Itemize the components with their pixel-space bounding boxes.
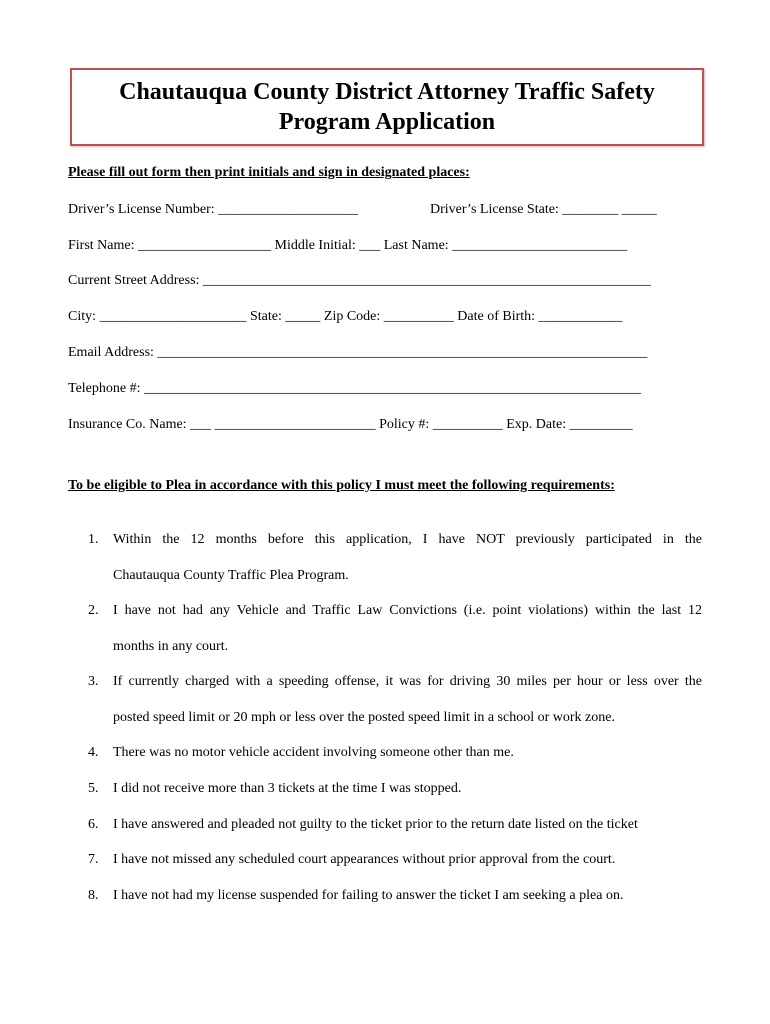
telephone-field[interactable]: Telephone #: _______________________________________________________________________ bbox=[68, 381, 641, 396]
requirement-number: 4. bbox=[88, 745, 99, 760]
requirement-item bbox=[88, 878, 702, 914]
requirement-item bbox=[88, 771, 702, 807]
title-box bbox=[70, 68, 704, 146]
instructions: Please fill out form then print initials and sign in designated places: bbox=[68, 165, 470, 180]
requirement-number: 8. bbox=[88, 888, 99, 903]
requirement-text: I have not had my license suspended for failing to answer the ticket I am seeking a plea on. bbox=[113, 888, 624, 903]
requirement-number: 6. bbox=[88, 817, 99, 832]
requirement-item bbox=[88, 664, 702, 736]
email-field[interactable]: Email Address: ______________________________________________________________________ bbox=[68, 345, 648, 360]
requirement-text: I did not receive more than 3 tickets at the time I was stopped. bbox=[113, 781, 462, 796]
requirement-number: 1. bbox=[88, 532, 99, 547]
requirement-number: 2. bbox=[88, 603, 99, 618]
insurance-row-field[interactable]: Insurance Co. Name: ___ _______________________ Policy #: __________ Exp. Date: _________ bbox=[68, 417, 633, 432]
dl-number-field[interactable]: Driver’s License Number: ____________________ bbox=[68, 202, 359, 217]
requirement-text: If currently charged with a speeding offense, it was for driving 30 miles per hour or less over the bbox=[113, 674, 702, 689]
requirement-text: Within the 12 months before this application, I have NOT previously participated in the bbox=[113, 532, 702, 547]
address-field[interactable]: Current Street Address: ________________________________________________________________ bbox=[68, 273, 651, 288]
title-line-1: Chautauqua County District Attorney Traffic Safety bbox=[119, 79, 655, 105]
requirement-item bbox=[88, 842, 702, 878]
requirement-text-cont: Chautauqua County Traffic Plea Program. bbox=[113, 568, 349, 583]
requirement-item bbox=[88, 807, 702, 843]
requirement-item bbox=[88, 735, 702, 771]
requirement-item bbox=[88, 593, 702, 665]
requirement-text-cont: posted speed limit or 20 mph or less over the posted speed limit in a school or work zone. bbox=[113, 710, 615, 725]
requirement-text: There was no motor vehicle accident involving someone other than me. bbox=[113, 745, 514, 760]
title-line-2: Program Application bbox=[278, 109, 496, 135]
requirements-heading: To be eligible to Plea in accordance with this policy I must meet the following requirements: bbox=[68, 478, 615, 493]
requirement-text: I have answered and pleaded not guilty to the ticket prior to the return date listed on the ticket bbox=[113, 817, 638, 832]
requirement-text: I have not had any Vehicle and Traffic Law Convictions (i.e. point violations) within the last 12 bbox=[113, 603, 702, 618]
dl-state-field[interactable]: Driver’s License State: ________ _____ bbox=[430, 202, 657, 217]
city-row-field[interactable]: City: _____________________ State: _____ Zip Code: __________ Date of Birth: ____________ bbox=[68, 309, 623, 324]
requirement-text: I have not missed any scheduled court appearances without prior approval from the court. bbox=[113, 852, 616, 867]
requirement-number: 3. bbox=[88, 674, 99, 689]
requirement-item bbox=[88, 522, 702, 594]
name-row-field[interactable]: First Name: ___________________ Middle Initial: ___ Last Name: _________________________ bbox=[68, 238, 628, 253]
requirement-text-cont: months in any court. bbox=[113, 639, 229, 654]
requirement-number: 5. bbox=[88, 781, 99, 796]
requirement-number: 7. bbox=[88, 852, 99, 867]
